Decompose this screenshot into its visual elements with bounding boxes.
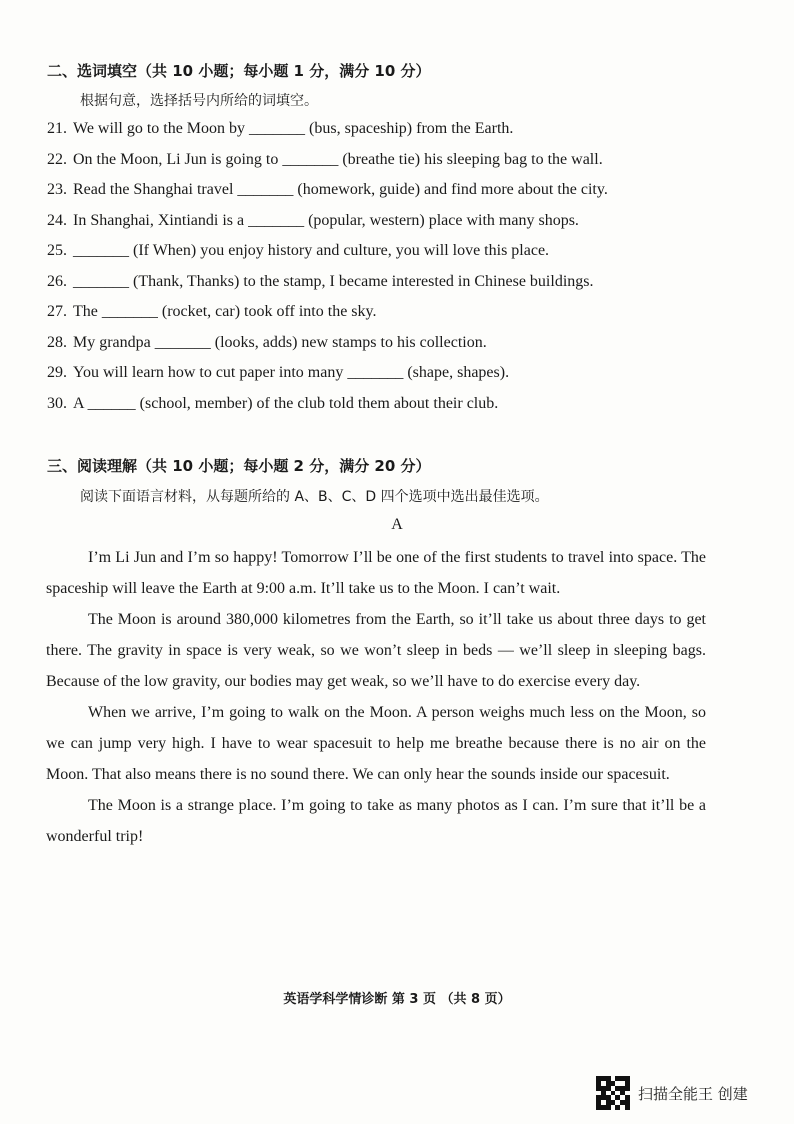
question-30 xyxy=(47,395,498,413)
page-footer: 英语学科学情诊断 第 3 页 （共 8 页） xyxy=(283,992,511,1007)
passage-paragraph-3: When we arrive, I’m going to walk on the Moon. A person weighs much less on the Moon, so we can jump very high. I have to wear spacesuit to help me breathe because there is no air on the Moon. That also means there is no sound there. We can only hear the sounds inside our spacesuit. xyxy=(46,704,706,783)
section-3-instruction: 阅读下面语言材料，从每题所给的 A、B、C、D 四个选项中选出最佳选项。 xyxy=(80,489,549,505)
passage-paragraph-4: The Moon is a strange place. I’m going to take as many photos as I can. I’m sure that it’ll be a wonderful trip! xyxy=(46,797,706,845)
qr-code-icon xyxy=(596,1076,630,1110)
question-27 xyxy=(47,303,376,321)
section-3-heading: 三、阅读理解（共 10 小题；每小题 2 分，满分 20 分） xyxy=(47,457,431,475)
question-text: _______ (Thank, Thanks) to the stamp, I became interested in Chinese buildings. xyxy=(73,273,594,290)
question-text: A ______ (school, member) of the club told them about their club. xyxy=(73,395,499,412)
question-26 xyxy=(47,273,593,291)
question-text: In Shanghai, Xintiandi is a _______ (popular, western) place with many shops. xyxy=(73,212,579,229)
question-28 xyxy=(47,334,487,352)
question-number: 27. xyxy=(47,303,67,320)
question-number: 29. xyxy=(47,364,67,381)
section-2-instruction: 根据句意，选择括号内所给的词填空。 xyxy=(80,93,318,109)
question-21 xyxy=(47,120,513,138)
question-number: 26. xyxy=(47,273,67,290)
question-23 xyxy=(47,181,608,199)
watermark-text: 扫描全能王 创建 xyxy=(638,1084,748,1103)
question-number: 23. xyxy=(47,181,67,198)
reading-passage xyxy=(46,542,706,852)
question-number: 22. xyxy=(47,151,67,168)
passage-paragraph-2: The Moon is around 380,000 kilometres from the Earth, so it’ll take us about three days to get there. The gravity in space is very weak, so we won’t sleep in beds — we’ll sleep in sleeping bags. Because of the low gravity, our bodies may get weak, so we’ll have to do exercise every day. xyxy=(46,611,706,690)
question-text: On the Moon, Li Jun is going to _______ (breathe tie) his sleeping bag to the wall. xyxy=(73,151,603,168)
question-number: 30. xyxy=(47,395,67,412)
question-number: 24. xyxy=(47,212,67,229)
question-22 xyxy=(47,151,603,169)
question-text: Read the Shanghai travel _______ (homework, guide) and find more about the city. xyxy=(73,181,608,198)
question-25 xyxy=(47,242,549,260)
question-number: 28. xyxy=(47,334,67,351)
question-24 xyxy=(47,212,579,230)
scanner-watermark xyxy=(596,1076,748,1110)
passage-label: A xyxy=(391,516,403,533)
question-text: My grandpa _______ (looks, adds) new stamps to his collection. xyxy=(73,334,487,351)
question-number: 25. xyxy=(47,242,67,259)
passage-paragraph-1: I’m Li Jun and I’m so happy! Tomorrow I’ll be one of the first students to travel into space. The spaceship will leave the Earth at 9:00 a.m. It’ll take us to the Moon. I can’t wait. xyxy=(46,549,706,597)
question-text: We will go to the Moon by _______ (bus, spaceship) from the Earth. xyxy=(73,120,514,137)
question-text: _______ (If When) you enjoy history and culture, you will love this place. xyxy=(73,242,550,259)
section-2-heading: 二、选词填空（共 10 小题；每小题 1 分，满分 10 分） xyxy=(47,62,431,80)
question-text: You will learn how to cut paper into many _______ (shape, shapes). xyxy=(73,364,510,381)
question-number: 21. xyxy=(47,120,67,137)
question-text: The _______ (rocket, car) took off into the sky. xyxy=(73,303,377,320)
question-29 xyxy=(47,364,509,382)
